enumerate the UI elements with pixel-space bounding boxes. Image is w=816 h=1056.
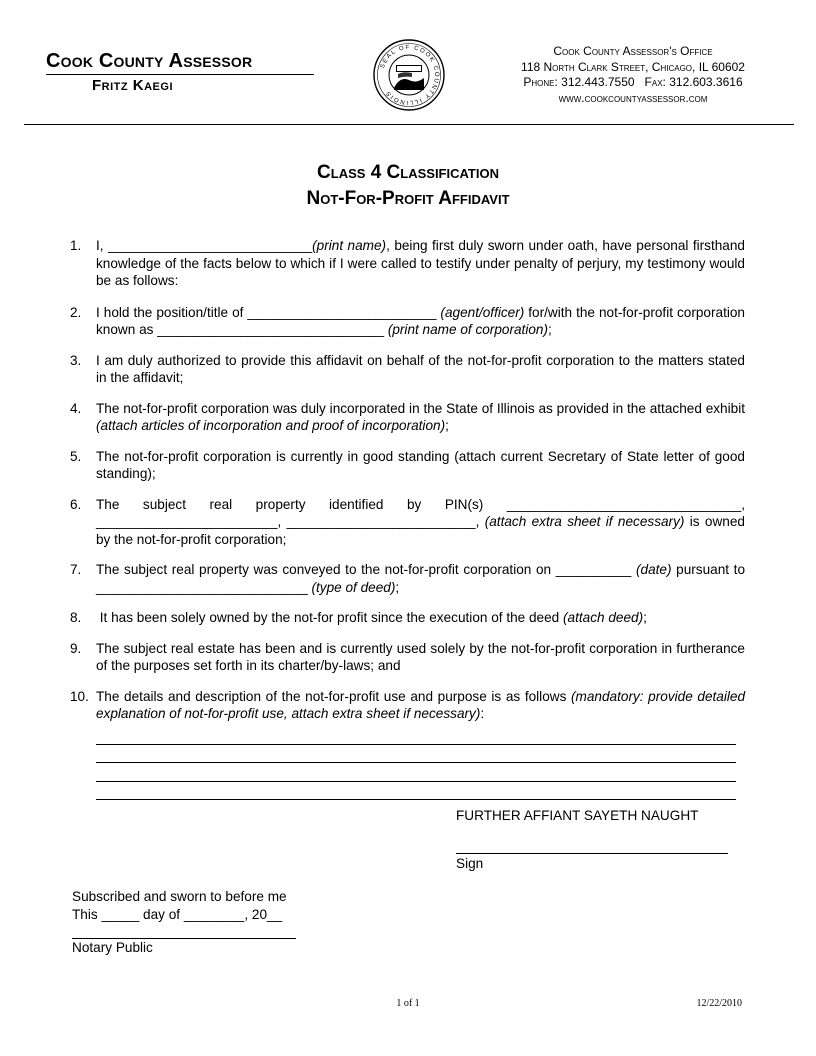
office-address: 118 North Clark Street, Chicago, IL 60602 [521,59,745,74]
assessor-person: Fritz Kaegi [92,77,173,94]
item-note: (attach extra sheet if necessary) [484,514,685,529]
item-number: 7. [70,562,82,577]
item-8 [70,609,745,627]
item-note: (type of deed) [311,579,396,595]
header-divider [24,124,794,125]
item-6 [70,496,745,549]
explanation-lines [96,726,736,800]
explanation-line[interactable] [96,726,736,745]
assessor-name: Cook County Assessor [46,50,253,72]
seal-text: SEAL OF COOK COUNTY ILLINOIS [379,44,440,106]
item-text: The subject real estate has been and is currently used solely by the not-for-profit corporation in furtherance of the purposes set forth in its charter/by-laws; and [96,640,745,673]
item-number: 8. [70,610,82,625]
item-text: The subject real property identified by PIN(s) [96,496,507,512]
name-blank[interactable]: ___________________________ [108,238,313,253]
county-seal-icon [372,38,446,112]
notary-sworn-text: Subscribed and sworn to before me [72,889,287,904]
title-line-2: Not-For-Profit Affidavit [306,188,510,209]
office-contact-block [478,44,788,106]
item-4 [70,400,745,435]
assessor-underline [46,74,314,75]
item-1 [70,237,745,290]
office-phone-fax: Phone: 312.443.7550 Fax: 312.603.3616 [523,75,743,89]
item-text: It has been solely owned by the not-for profit since the execution of the deed [96,610,564,625]
item-text: The not-for-profit corporation was duly incorporated in the State of Illinois as provided in the attached exhibit [96,400,745,416]
separator: , [277,514,287,529]
notary-signature-line[interactable] [72,938,296,939]
item-text: , being first duly sworn under oath, have personal firsthand knowledge of the facts below to which if I were called to testify under penalty of perjury, my testimony would be as follows: [96,238,745,288]
revision-date: 12/22/2010 [696,998,742,1009]
item-text: The not-for-profit corporation is currently in good standing (attach current Secretary of State letter of good standing); [96,448,745,481]
item-number: 10. [70,688,89,704]
corporation-name-blank[interactable]: ______________________________ [157,322,385,337]
item-text: is owned by the not-for-profit corporation; [96,514,745,547]
item-text: pursuant to [671,562,745,577]
signature-line[interactable] [456,853,728,854]
explanation-line[interactable] [96,745,736,764]
title-line-1: Class 4 Classification [317,162,499,183]
sign-label: Sign [456,856,484,871]
item-9 [70,640,745,675]
item-note: (mandatory: provide detailed explanation of not-for-profit use, attach extra sheet if necessary) [96,688,746,721]
item-text: I hold the position/title of [96,304,248,320]
item-text: The details and description of the not-for-profit use and purpose is as follows [96,688,572,704]
item-3 [70,352,745,387]
pin-blank-2[interactable]: ________________________ [96,514,278,529]
item-text: ; [548,322,552,337]
affidavit-items [70,237,745,723]
deed-type-blank[interactable]: ____________________________ [96,579,308,595]
position-blank[interactable]: _________________________ [247,304,437,320]
separator: , [475,514,485,529]
item-2 [70,304,745,339]
notary-block [72,888,287,923]
item-number: 5. [70,448,82,464]
item-text: The subject real property was conveyed to the not-for-profit corporation on [96,562,556,577]
date-blank[interactable]: __________ [555,562,632,577]
item-note: (date) [635,562,672,577]
office-website: www.cookcountyassessor.com [558,90,708,105]
notary-date-text: This _____ day of ________, 20__ [72,906,283,922]
item-number: 9. [70,640,82,656]
item-text: ; [395,579,400,595]
item-text: I am duly authorized to provide this affidavit on behalf of the not-for-profit corporation to the matters stated in the affidavit; [96,352,745,385]
pin-blank-3[interactable]: _________________________ [286,514,476,529]
affiant-statement: FURTHER AFFIANT SAYETH NAUGHT [456,808,699,823]
explanation-line[interactable] [96,763,736,782]
explanation-line[interactable] [96,782,736,801]
item-text: I, [96,238,108,253]
item-text: for/with the not-for-profit corporation known as [96,304,745,337]
document-title [0,160,816,212]
pin-blank-1[interactable]: _______________________________ [506,496,742,512]
item-note: (attach articles of incorporation and proof of incorporation) [96,418,446,433]
item-note: (print name) [312,238,387,253]
item-text: : [480,706,485,721]
page-number: 1 of 1 [396,998,420,1009]
item-text: ; [643,610,647,625]
separator: , [741,496,745,512]
item-number: 1. [70,238,82,253]
item-7 [70,561,745,596]
item-number: 2. [70,304,82,320]
item-note: (attach deed) [563,610,644,625]
notary-label: Notary Public [72,940,153,955]
item-note: (print name of corporation) [387,322,548,337]
item-note: (agent/officer) [440,304,525,320]
item-text: ; [445,418,449,433]
office-name: Cook County Assessor's Office [553,44,713,58]
item-number: 4. [70,400,82,416]
item-number: 3. [70,352,82,368]
assessor-block [46,50,314,94]
item-10 [70,688,745,723]
item-5 [70,448,745,483]
item-number: 6. [70,496,82,512]
